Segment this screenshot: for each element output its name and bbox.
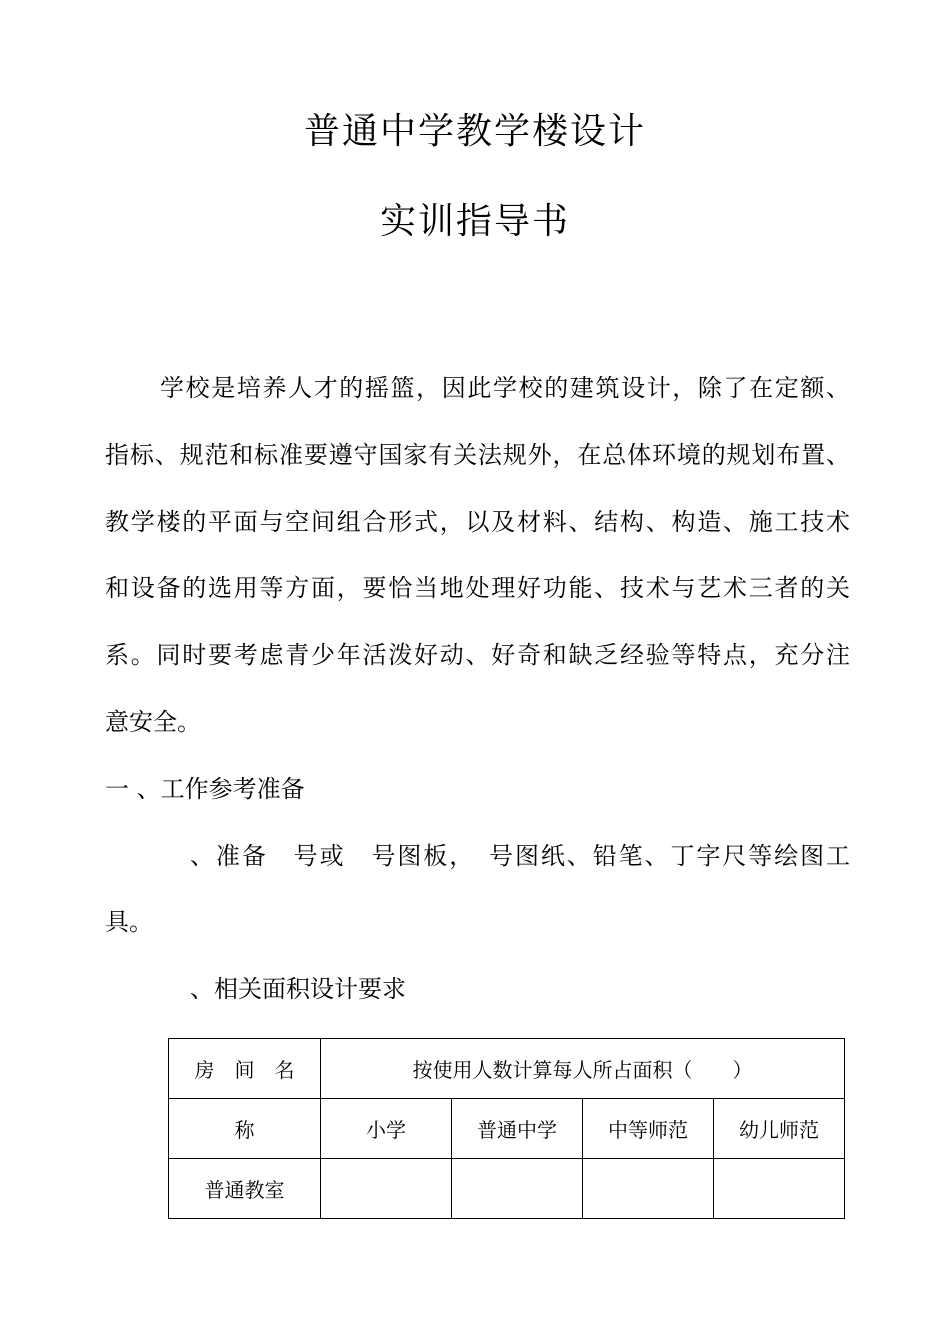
document-title: 普通中学教学楼设计 bbox=[303, 111, 646, 152]
table-header-row bbox=[169, 1039, 845, 1099]
header-room-name-bottom: 称 bbox=[169, 1099, 321, 1159]
table-subheader-row bbox=[169, 1099, 845, 1159]
item-2: 、相关面积设计要求 bbox=[190, 975, 406, 1003]
section-heading: 一 、工作参考准备 bbox=[105, 775, 305, 803]
table-cell bbox=[583, 1159, 714, 1219]
row-name: 普通教室 bbox=[169, 1159, 321, 1219]
intro-line-3: 教学楼的平面与空间组合形式，以及材料、结构、构造、施工技术 bbox=[105, 508, 850, 536]
header-area-per-person: 按使用人数计算每人所占面积（ ） bbox=[321, 1039, 845, 1099]
subheader-primary: 小学 bbox=[321, 1099, 452, 1159]
table-cell bbox=[714, 1159, 845, 1219]
area-requirements-table bbox=[168, 1038, 845, 1219]
table-cell bbox=[321, 1159, 452, 1219]
subheader-preschool-normal: 幼儿师范 bbox=[714, 1099, 845, 1159]
document-subtitle: 实训指导书 bbox=[379, 201, 570, 242]
intro-line-2: 指标、规范和标准要遵守国家有关法规外，在总体环境的规划布置、 bbox=[105, 441, 850, 469]
subheader-middle-school: 普通中学 bbox=[452, 1099, 583, 1159]
intro-line-1: 学校是培养人才的摇篮，因此学校的建筑设计，除了在定额、 bbox=[160, 374, 850, 402]
table-cell bbox=[452, 1159, 583, 1219]
subheader-secondary-normal: 中等师范 bbox=[583, 1099, 714, 1159]
header-room-name-top: 房 间 名 bbox=[169, 1039, 321, 1099]
table-row bbox=[169, 1159, 845, 1219]
intro-line-4: 和设备的选用等方面，要恰当地处理好功能、技术与艺术三者的关 bbox=[105, 574, 850, 602]
item-1-line-1: 、准备 号或 号图板， 号图纸、铅笔、丁字尺等绘图工 bbox=[190, 842, 850, 870]
item-1-line-2: 具。 bbox=[105, 908, 153, 936]
intro-line-6: 意安全。 bbox=[105, 708, 201, 736]
intro-line-5: 系。同时要考虑青少年活泼好动、好奇和缺乏经验等特点，充分注 bbox=[105, 641, 850, 669]
